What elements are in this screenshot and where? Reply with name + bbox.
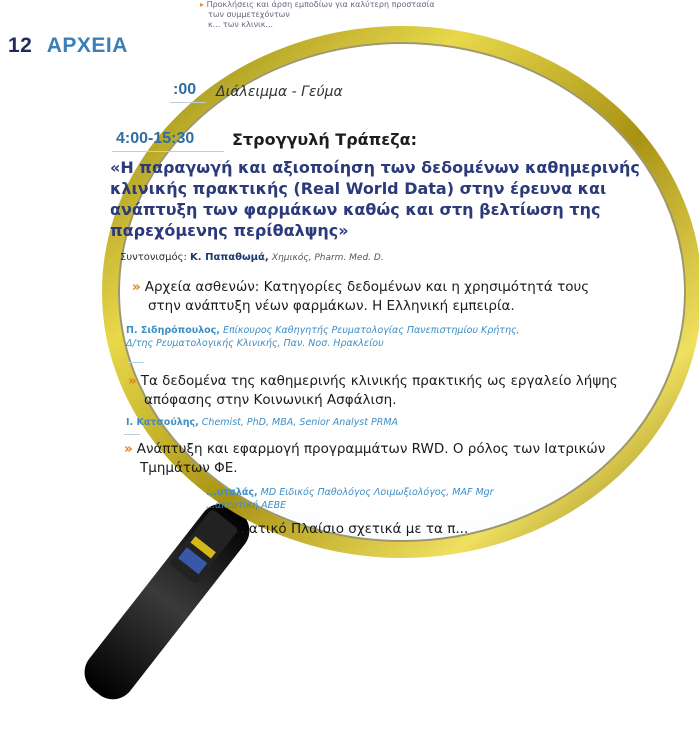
separator	[124, 434, 140, 435]
speaker-title: ...ακευτική ΑΕΒΕ	[206, 500, 287, 511]
break-label: Διάλειμμα - Γεύμα	[216, 84, 343, 100]
bg-line-1: Προκλήσεις και άρση εμποδίων για καλύτερη προστασία	[206, 0, 435, 9]
roundtable-time: 4:00-15:30	[116, 130, 195, 147]
bullet-arrow-icon: ▸	[200, 0, 205, 9]
separator	[170, 102, 206, 103]
item-text-line1: Ανάπτυξη και εφαρμογή προγραμμάτων RWD. Ο ρόλος των Ιατρικών	[136, 441, 606, 457]
item-text-line2: απόφασης στην Κοινωνική Ασφάλιση.	[144, 392, 397, 408]
program-item	[128, 372, 618, 410]
item-text-line2: στην ανάπτυξη νέων φαρμάκων. Η Ελληνική εμπειρία.	[148, 298, 515, 314]
speaker-title: Chemist, PhD, MBA, Senior Analyst PRMA	[201, 417, 399, 428]
speaker-title: Δ/της Ρευματολογικής Κλινικής, Παν. Νοσ. Ηρακλείου	[126, 338, 384, 349]
bullet-arrow-icon: »	[128, 373, 137, 389]
break-time: :00	[173, 81, 197, 98]
roundtable-label: Στρογγυλή Τράπεζα:	[232, 130, 418, 149]
item-text-line1: ...ατικό Πλαίσιο σχετικά με τα π...	[236, 521, 469, 537]
speaker	[126, 416, 398, 429]
speaker	[126, 324, 520, 350]
program-item	[236, 520, 468, 539]
coordinator-title: Χημικός, Pharm. Med. D.	[271, 253, 384, 263]
bg-line-2: των συμμετεχόντων	[208, 10, 290, 19]
bg-line-3: κ... των κλινικ...	[208, 20, 274, 29]
speaker	[206, 486, 494, 512]
page-number: 12	[8, 34, 33, 57]
speaker-name: Ι. Κατσούλης,	[126, 417, 199, 428]
coordinator	[120, 252, 384, 263]
separator	[112, 151, 224, 152]
roundtable-title: «Η παραγωγή και αξιοποίηση των δεδομένων καθημερινής κλινικής πρακτικής (Real World Data) στην έρευνα και ανάπτυξη των φαρμάκων καθώς και στη βελτίωση της παρεχόμενης περίθαλψης»	[110, 158, 640, 240]
speaker-name: ...υταλάς,	[206, 487, 258, 498]
bullet-arrow-icon: »	[124, 441, 133, 457]
item-text-line2: Τμημάτων ΦΕ.	[140, 460, 238, 476]
section-title: ΑΡΧΕΙΑ	[46, 34, 128, 57]
separator	[128, 362, 144, 363]
speaker-title: MD Ειδικός Παθολόγος Λοιμωξιολόγος, MAF Mgr	[260, 487, 494, 498]
program-item	[124, 440, 605, 478]
item-text-line1: Τα δεδομένα της καθημερινής κλινικής πρακτικής ως εργαλείο λήψης	[140, 373, 618, 389]
speaker-title: Επίκουρος Καθηγητής Ρευματολογίας Πανεπιστημίου Κρήτης,	[222, 325, 520, 336]
bullet-arrow-icon: »	[132, 279, 141, 295]
program-item	[132, 278, 589, 316]
coordinator-prefix: Συντονισμός:	[120, 252, 187, 263]
speaker-name: Π. Σιδηρόπουλος,	[126, 325, 220, 336]
coordinator-name: Κ. Παπαθωμά,	[190, 252, 269, 263]
item-text-line1: Αρχεία ασθενών: Κατηγορίες δεδομένων και η χρησιμότητά τους	[144, 279, 590, 295]
